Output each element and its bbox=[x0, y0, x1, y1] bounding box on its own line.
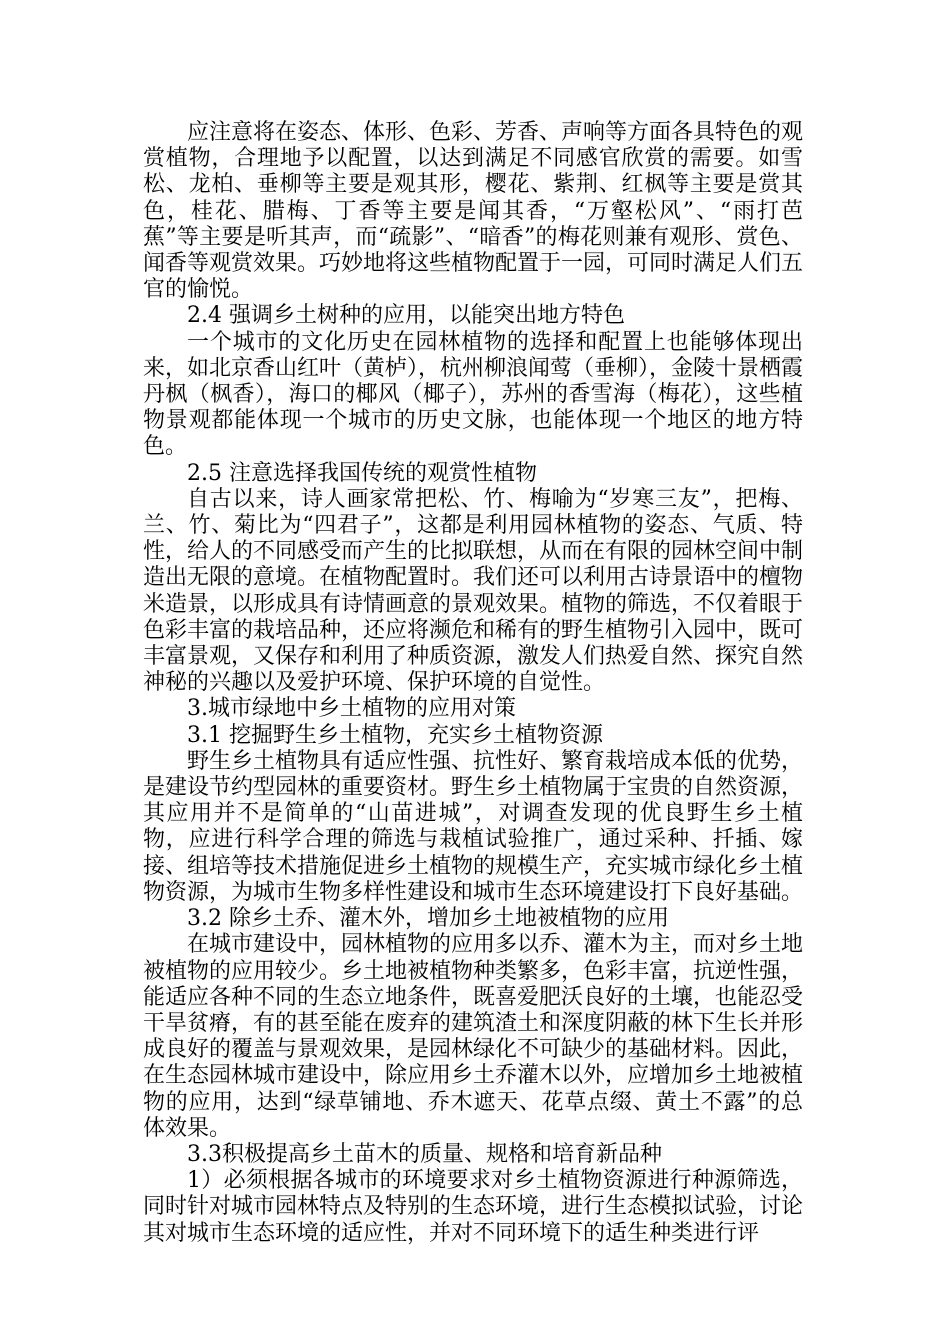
document-page bbox=[143, 120, 803, 1247]
heading-3-3: 3.3积极提高乡土苗木的质量、规格和培育新品种 bbox=[187, 1141, 662, 1167]
heading-2-4: 2.4 强调乡土树种的应用，以能突出地方特色 bbox=[187, 303, 625, 329]
paragraph-ground-cover: 在城市建设中，园林植物的应用多以乔、灌木为主，而对乡土地被植物的应用较少。乡土地被植物种类繁多，色彩丰富，抗逆性强，能适应各种不同的生态立地条件，既喜爱肥沃良好的土壤，也能忍受干旱贫瘠，有的甚至能在废弃的建筑渣土和深度阴蔽的林下生长并形成良好的覆盖与景观效果，是园林绿化不可缺少的基础材料。因此，在生态园林城市建设中，除应用乡土乔灌木以外，应增加乡土地被植物的应用，达到“绿草铺地、乔木遮天、花草点缀、黄土不露”的总体效果。 bbox=[143, 932, 804, 1141]
heading-2-5: 2.5 注意选择我国传统的观赏性植物 bbox=[187, 460, 537, 486]
paragraph-seedling-quality: 1）必须根据各城市的环境要求对乡土植物资源进行种源筛选，同时针对城市园林特点及特别的生态环境，进行生态模拟试验，讨论其对城市生态环境的适应性，并对不同环境下的适生种类进行评 bbox=[143, 1168, 804, 1246]
heading-3-2: 3.2 除乡土乔、灌木外，增加乡土地被植物的应用 bbox=[187, 906, 669, 932]
paragraph-traditional-plants: 自古以来，诗人画家常把松、竹、梅喻为“岁寒三友”，把梅、兰、竹、菊比为“四君子”，这都是利用园林植物的姿态、气质、特性，给人的不同感受而产生的比拟联想，从而在有限的园林空间中制造出无限的意境。在植物配置时。我们还可以利用古诗景语中的檀物米造景，以形成具有诗情画意的景观效果。植物的筛选，不仅着眼于色彩丰富的栽培品种，还应将濒危和稀有的野生植物引入园中，既可丰富景观，又保存和利用了种质资源，激发人们热爱自然、探究自然神秘的兴趣以及爱护环境、保护环境的自觉性。 bbox=[143, 486, 804, 696]
paragraph-local-features: 一个城市的文化历史在园林植物的选择和配置上也能够体现出来，如北京香山红叶（黄栌），杭州柳浪闻莺（垂柳），金陵十景栖霞丹枫（枫香），海口的椰风（椰子），苏州的香雪海（梅花），这些植物景观都能体现一个城市的历史文脉，也能体现一个地区的地方特色。 bbox=[143, 329, 804, 460]
heading-3-1: 3.1 挖掘野生乡土植物，充实乡土植物资源 bbox=[187, 722, 603, 748]
paragraph-sensory-plants: 应注意将在姿态、体形、色彩、芳香、声响等方面各具特色的观赏植物，合理地予以配置，以达到满足不同感官欣赏的需要。如雪松、龙柏、垂柳等主要是观其形，樱花、紫荆、红枫等主要是赏其色，桂花、腊梅、丁香等主要是闻其香，“万壑松风”、“雨打芭蕉”等主要是听其声，而“疏影”、“暗香”的梅花则兼有观形、赏色、闻香等观赏效果。巧妙地将这些植物配置于一园，可同时满足人们五官的愉悦。 bbox=[143, 120, 804, 303]
heading-3: 3.城市绿地中乡土植物的应用对策 bbox=[187, 696, 516, 722]
paragraph-wild-plants: 野生乡土植物具有适应性强、抗性好、繁育栽培成本低的优势，是建设节约型园林的重要资材。野生乡土植物属于宝贵的自然资源，其应用并不是简单的“山苗进城”，对调查发现的优良野生乡土植物，应进行科学合理的筛选与栽植试验推广，通过采种、扦插、嫁接、组培等技术措施促进乡土植物的规模生产，充实城市绿化乡土植物资源，为城市生物多样性建设和城市生态环境建设打下良好基础。 bbox=[143, 748, 804, 905]
